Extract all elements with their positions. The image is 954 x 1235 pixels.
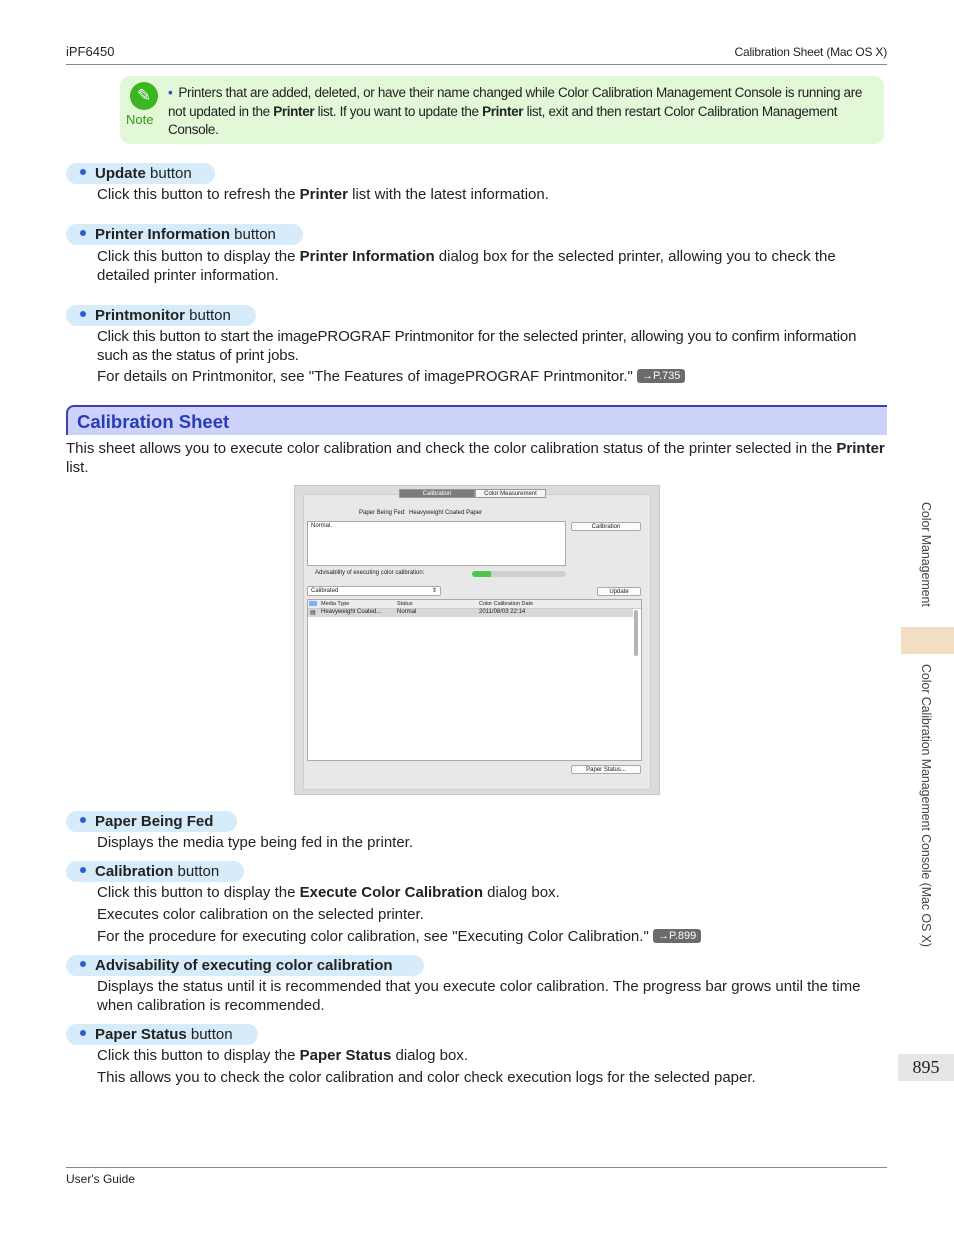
note-box [120, 76, 884, 144]
printer-icon: ▤ [310, 610, 316, 616]
item-heading-advisability: Advisability of executing color calibration [66, 955, 424, 976]
section-title-bar [66, 405, 887, 435]
item-desc-printer-information: Click this button to display the Printer Information dialog box for the selected printer, allowing you to check the detailed printer information. [97, 248, 836, 284]
page-link[interactable]: →P.899 [653, 929, 701, 943]
bullet-icon [80, 230, 86, 236]
item-desc-calibration-2: Executes color calibration on the selected printer. [97, 906, 424, 923]
section-title: Calibration Sheet [77, 411, 230, 432]
item-desc-update: Click this button to refresh the Printer list with the latest information. [97, 186, 549, 203]
note-label: Note [126, 112, 154, 127]
item-heading-printer-information: Printer Information button [66, 224, 303, 245]
tab-color-measurement[interactable]: Color Measurement [475, 489, 546, 498]
sidebar-chapter: Color Management [919, 502, 933, 607]
bullet-icon [80, 961, 86, 967]
pencil-icon: ✎ [130, 82, 158, 110]
update-button[interactable]: Update [597, 587, 641, 596]
item-desc-printmonitor: Click this button to start the imagePROGRAF Printmonitor for the selected printer, allowing you to confirm information such as the status of print jobs. [97, 328, 857, 364]
bullet-icon [80, 867, 86, 873]
header-rule [66, 64, 887, 65]
sidebar-subchapter: Color Calibration Management Console (Mac OS X) [919, 664, 933, 947]
filter-select[interactable]: Calibrated ⇕ [307, 586, 441, 596]
item-heading-paper-status: Paper Status button [66, 1024, 258, 1045]
table-row[interactable]: ▤ Heavyweight Coated... Normal 2011/08/03 22:14 [308, 609, 633, 617]
note-text: • Printers that are added, deleted, or have their name changed while Color Calibration Management Console is running are not updated in the Printer list. If you want to update the Printer list, exit and then restart Color Calibration Management Console. [168, 85, 863, 137]
footer-rule [66, 1167, 887, 1168]
item-desc-calibration-3: For the procedure for executing color calibration, see "Executing Color Calibration." →P.899 [97, 928, 887, 947]
header-select-icon [309, 601, 317, 606]
item-heading-update: Update button [66, 163, 215, 184]
bullet-icon: • [168, 85, 173, 100]
page-link[interactable]: →P.735 [637, 369, 685, 383]
footer-text: User's Guide [66, 1172, 135, 1186]
item-desc-advisability: Displays the status until it is recommended that you execute color calibration. The progress bar grows until the time when calibration is recommended. [97, 978, 861, 1014]
header-model: iPF6450 [66, 44, 115, 59]
item-desc-paper-status-2: This allows you to check the color calibration and color check execution logs for the selected paper. [97, 1069, 756, 1086]
paper-being-fed-label: Paper Being Fed: Heavyweight Coated Paper [359, 510, 483, 516]
item-desc-calibration-1: Click this button to display the Execute Color Calibration dialog box. [97, 884, 560, 901]
header-section: Calibration Sheet (Mac OS X) [734, 45, 887, 59]
item-desc-printmonitor-ref: For details on Printmonitor, see "The Features of imagePROGRAF Printmonitor." →P.735 [97, 368, 887, 387]
calibration-button[interactable]: Calibration [571, 522, 641, 531]
section-intro: This sheet allows you to execute color calibration and check the color calibration status of the printer selected in the Printer list. [66, 440, 885, 476]
advisability-label: Advisability of executing color calibration: [315, 570, 425, 576]
column-calibration-date[interactable]: Color Calibration Date [479, 601, 534, 607]
page-number: 895 [898, 1054, 954, 1081]
column-status[interactable]: Status [397, 601, 413, 607]
chevron-updown-icon: ⇕ [431, 588, 437, 594]
bullet-icon [80, 817, 86, 823]
bullet-icon [80, 169, 86, 175]
table-scrollbar[interactable] [634, 610, 638, 656]
item-desc-paper-status-1: Click this button to display the Paper Status dialog box. [97, 1047, 469, 1064]
bullet-icon [80, 311, 86, 317]
paper-status-button[interactable]: Paper Status... [571, 765, 641, 774]
advisability-progress-bar [472, 571, 566, 577]
status-text-area: Normal. [307, 521, 566, 566]
media-table [307, 599, 642, 761]
tab-calibration[interactable]: Calibration [399, 489, 475, 498]
item-heading-calibration: Calibration button [66, 861, 244, 882]
calibration-sheet-screenshot [294, 485, 660, 795]
item-desc-paper-being-fed: Displays the media type being fed in the printer. [97, 834, 414, 851]
item-heading-printmonitor: Printmonitor button [66, 305, 256, 326]
column-media-type[interactable]: Media Type [321, 601, 350, 607]
bullet-icon [80, 1030, 86, 1036]
item-heading-paper-being-fed: Paper Being Fed [66, 811, 237, 832]
sidebar-marker [901, 627, 954, 654]
